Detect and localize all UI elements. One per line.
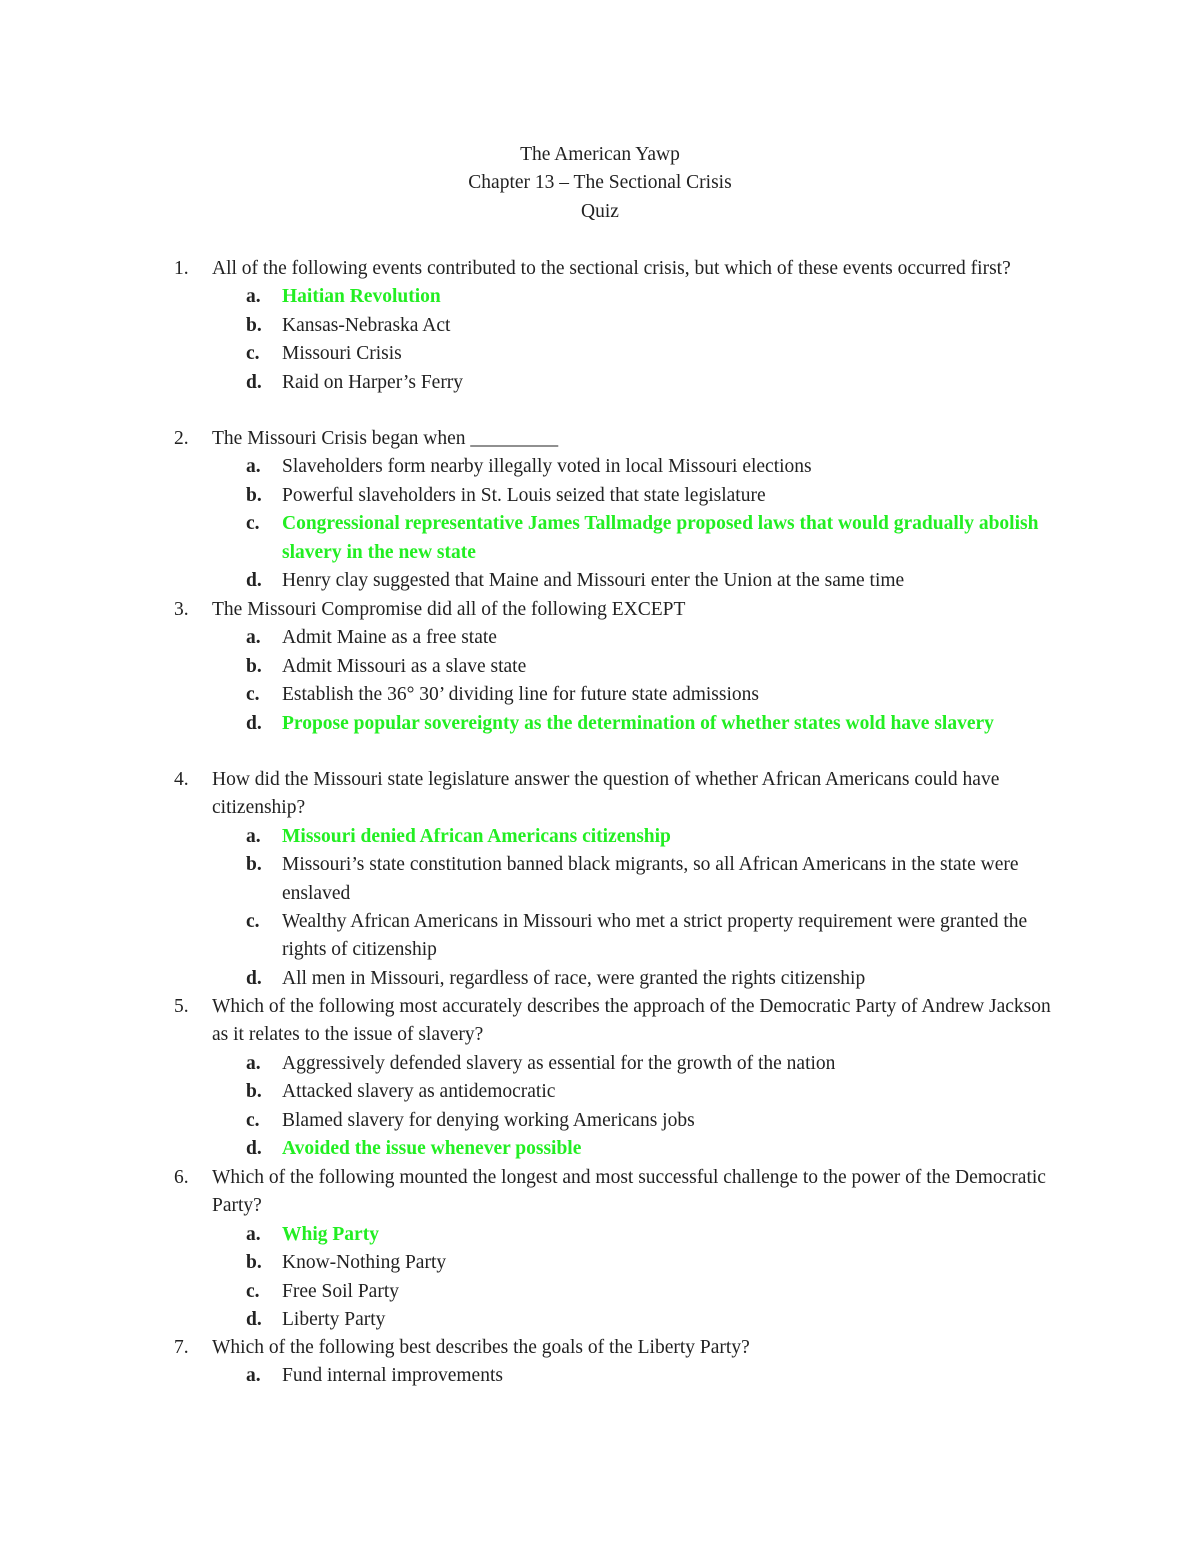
question-number: 3. (174, 599, 189, 620)
answer-option-d (246, 1306, 1074, 1334)
option-letter: a. (246, 286, 261, 308)
chapter-title: Chapter 13 – The Sectional Crisis (468, 172, 732, 193)
option-letter: a. (246, 456, 261, 478)
option-letter: a. (246, 627, 261, 649)
question-text: All of the following events contributed to the sectional crisis, but which of these events occurred first? (212, 258, 1011, 279)
answer-options (246, 624, 1074, 738)
option-letter: c. (246, 513, 260, 535)
option-text: Free Soil Party (282, 1280, 399, 1302)
option-letter: d. (246, 570, 262, 592)
answer-option-a-correct (246, 283, 1074, 311)
question-text: Which of the following best describes the goals of the Liberty Party? (212, 1337, 750, 1358)
document-title: The American Yawp (520, 144, 680, 165)
answer-options (246, 823, 1074, 993)
option-letter: b. (246, 1081, 262, 1103)
option-letter: c. (246, 343, 260, 365)
option-letter: d. (246, 371, 262, 393)
option-text: Whig Party (282, 1223, 379, 1245)
answer-option-d (246, 567, 1074, 595)
option-text: Liberty Party (282, 1309, 386, 1331)
answer-option-d-correct (246, 1135, 1074, 1163)
option-text: Kansas-Nebraska Act (282, 314, 451, 336)
option-text: Blamed slavery for denying working Americans jobs (282, 1109, 695, 1131)
answer-options (246, 283, 1074, 397)
option-letter: b. (246, 1252, 262, 1274)
answer-option-a-correct (246, 823, 1074, 851)
question-5 (174, 993, 1074, 1163)
answer-option-b (246, 653, 1074, 681)
question-3 (174, 596, 1074, 738)
option-text: All men in Missouri, regardless of race, were granted the rights citizenship (282, 967, 866, 989)
answer-option-a-correct (246, 1221, 1074, 1249)
answer-options (246, 1362, 1074, 1390)
question-text: How did the Missouri state legislature answer the question of whether African Americans could have citizenship? (212, 769, 1000, 819)
question-number: 4. (174, 769, 189, 790)
answer-option-a (246, 1362, 1074, 1390)
quiz-title: Quiz (581, 201, 619, 222)
option-letter: b. (246, 314, 262, 336)
question-2 (174, 425, 1074, 595)
question-1 (174, 255, 1074, 397)
option-text: Slaveholders form nearby illegally voted in local Missouri elections (282, 456, 812, 478)
option-letter: c. (246, 1109, 260, 1131)
question-number: 2. (174, 428, 189, 449)
option-letter: d. (246, 712, 262, 734)
answer-option-c (246, 681, 1074, 709)
option-text: Establish the 36° 30’ dividing line for future state admissions (282, 684, 759, 706)
question-6 (174, 1164, 1074, 1334)
option-text: Avoided the issue whenever possible (282, 1138, 582, 1160)
question-number: 5. (174, 996, 189, 1017)
answer-option-b (246, 482, 1074, 510)
question-7 (174, 1334, 1074, 1391)
question-4 (174, 766, 1074, 993)
question-number: 1. (174, 258, 189, 279)
option-text: Raid on Harper’s Ferry (282, 371, 464, 393)
option-letter: a. (246, 1365, 261, 1387)
question-text: The Missouri Crisis began when _________ (212, 428, 559, 449)
question-number: 6. (174, 1167, 189, 1188)
answer-option-d (246, 965, 1074, 993)
option-text: Henry clay suggested that Maine and Missouri enter the Union at the same time (282, 570, 905, 592)
option-letter: b. (246, 484, 262, 506)
answer-option-c (246, 1107, 1074, 1135)
option-text: Missouri denied African Americans citizenship (282, 825, 671, 847)
answer-option-a (246, 453, 1074, 481)
answer-option-b (246, 851, 1074, 908)
answer-option-c (246, 1278, 1074, 1306)
option-text: Wealthy African Americans in Missouri who met a strict property requirement were granted the rights of citizenship (282, 911, 1028, 961)
option-text: Attacked slavery as antidemocratic (282, 1081, 556, 1103)
option-text: Admit Maine as a free state (282, 627, 497, 649)
answer-option-c (246, 908, 1074, 965)
option-text: Missouri’s state constitution banned black migrants, so all African Americans in the state were enslaved (282, 854, 1019, 904)
answer-option-b (246, 1078, 1074, 1106)
answer-option-d (246, 369, 1074, 397)
answer-option-a (246, 624, 1074, 652)
option-letter: d. (246, 1138, 262, 1160)
option-text: Aggressively defended slavery as essential for the growth of the nation (282, 1052, 836, 1074)
answer-options (246, 1050, 1074, 1164)
option-letter: a. (246, 1223, 261, 1245)
option-letter: d. (246, 1309, 262, 1331)
option-text: Propose popular sovereignty as the determination of whether states wold have slavery (282, 712, 994, 734)
option-text: Fund internal improvements (282, 1365, 503, 1387)
option-letter: a. (246, 1052, 261, 1074)
answer-option-c-correct (246, 510, 1074, 567)
option-text: Missouri Crisis (282, 343, 402, 365)
option-letter: c. (246, 684, 260, 706)
question-text: The Missouri Compromise did all of the following EXCEPT (212, 599, 686, 620)
answer-option-a (246, 1050, 1074, 1078)
option-text: Haitian Revolution (282, 286, 441, 308)
option-letter: b. (246, 854, 262, 876)
question-text: Which of the following most accurately describes the approach of the Democratic Party of Andrew Jackson as it relates to the issue of slavery? (212, 996, 1051, 1046)
answer-option-d-correct (246, 710, 1074, 738)
answer-option-c (246, 340, 1074, 368)
answer-option-b (246, 312, 1074, 340)
question-text: Which of the following mounted the longest and most successful challenge to the power of the Democratic Party? (212, 1167, 1046, 1217)
option-text: Admit Missouri as a slave state (282, 655, 527, 677)
option-letter: d. (246, 967, 262, 989)
option-letter: c. (246, 1280, 260, 1302)
answer-option-b (246, 1249, 1074, 1277)
option-text: Know-Nothing Party (282, 1252, 447, 1274)
question-number: 7. (174, 1337, 189, 1358)
option-text: Congressional representative James Tallmadge proposed laws that would gradually abolish slavery in the new state (282, 513, 1039, 563)
answer-options (246, 453, 1074, 595)
option-letter: c. (246, 911, 260, 933)
option-letter: a. (246, 825, 261, 847)
option-letter: b. (246, 655, 262, 677)
option-text: Powerful slaveholders in St. Louis seized that state legislature (282, 484, 766, 506)
answer-options (246, 1221, 1074, 1335)
